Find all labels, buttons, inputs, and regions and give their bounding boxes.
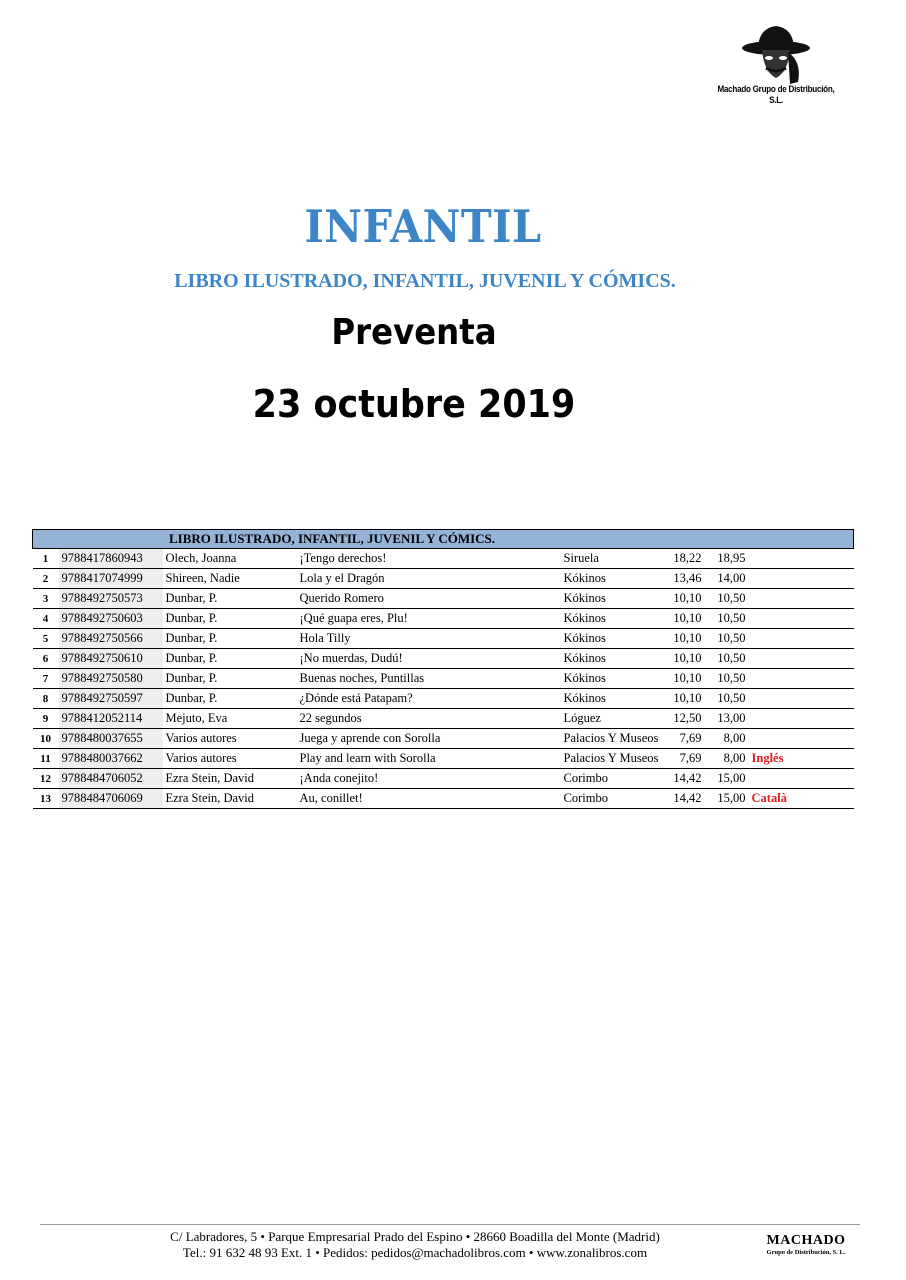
logo-text: Machado Grupo de Distribución, S.L. xyxy=(717,84,835,106)
table-header-row xyxy=(33,530,854,549)
isbn-cell: 9788492750610 xyxy=(59,649,163,669)
title-cell: Hola Tilly xyxy=(297,629,561,649)
publisher-cell: Kókinos xyxy=(561,629,667,649)
table-body xyxy=(33,549,854,809)
publisher-cell: Corimbo xyxy=(561,789,667,809)
footer-address: C/ Labradores, 5 • Parque Empresarial Prado del Espino • 28660 Boadilla del Monte (Madrid) xyxy=(170,1229,660,1244)
publisher-cell: Kókinos xyxy=(561,569,667,589)
isbn-cell: 9788484706052 xyxy=(59,769,163,789)
footer-brand-subtitle: Grupo de Distribución, S. L. xyxy=(766,1249,846,1256)
isbn-cell: 9788492750603 xyxy=(59,609,163,629)
footer-brand-name: MACHADO xyxy=(766,1233,846,1248)
title-cell: Lola y el Dragón xyxy=(297,569,561,589)
language-note-cell: Català xyxy=(749,789,854,809)
table-row xyxy=(33,729,854,749)
author-cell: Ezra Stein, David xyxy=(163,769,297,789)
language-note-cell xyxy=(749,709,854,729)
table-row xyxy=(33,789,854,809)
author-cell: Dunbar, P. xyxy=(163,689,297,709)
price-net-cell: 10,10 xyxy=(667,629,705,649)
author-cell: Dunbar, P. xyxy=(163,669,297,689)
price-cell: 10,50 xyxy=(705,669,749,689)
price-net-cell: 10,10 xyxy=(667,589,705,609)
price-cell: 10,50 xyxy=(705,629,749,649)
isbn-cell: 9788492750566 xyxy=(59,629,163,649)
title-cell: ¡No muerdas, Dudú! xyxy=(297,649,561,669)
author-cell: Dunbar, P. xyxy=(163,589,297,609)
row-number: 11 xyxy=(33,749,59,769)
price-net-cell: 10,10 xyxy=(667,609,705,629)
price-net-cell: 10,10 xyxy=(667,669,705,689)
isbn-cell: 9788480037655 xyxy=(59,729,163,749)
price-cell: 13,00 xyxy=(705,709,749,729)
table-row xyxy=(33,569,854,589)
isbn-cell: 9788412052114 xyxy=(59,709,163,729)
row-number: 3 xyxy=(33,589,59,609)
title-cell: ¡Qué guapa eres, Plu! xyxy=(297,609,561,629)
row-number: 1 xyxy=(33,549,59,569)
price-cell: 18,95 xyxy=(705,549,749,569)
row-number: 5 xyxy=(33,629,59,649)
price-cell: 8,00 xyxy=(705,729,749,749)
price-net-cell: 14,42 xyxy=(667,769,705,789)
footer-divider xyxy=(40,1224,860,1225)
price-cell: 10,50 xyxy=(705,589,749,609)
price-cell: 14,00 xyxy=(705,569,749,589)
price-cell: 10,50 xyxy=(705,649,749,669)
author-cell: Dunbar, P. xyxy=(163,609,297,629)
language-note-cell xyxy=(749,629,854,649)
table-row xyxy=(33,749,854,769)
publisher-cell: Siruela xyxy=(561,549,667,569)
language-note-cell: Inglés xyxy=(749,749,854,769)
table-heading-label: LIBRO ILUSTRADO, INFANTIL, JUVENIL Y CÓMICS. xyxy=(169,531,496,546)
publisher-cell: Kókinos xyxy=(561,589,667,609)
author-cell: Varios autores xyxy=(163,729,297,749)
isbn-cell: 9788492750573 xyxy=(59,589,163,609)
price-net-cell: 7,69 xyxy=(667,729,705,749)
price-cell: 10,50 xyxy=(705,609,749,629)
publisher-cell: Lóguez xyxy=(561,709,667,729)
title-cell: ¡Tengo derechos! xyxy=(297,549,561,569)
title-cell: Au, conillet! xyxy=(297,789,561,809)
language-note-cell xyxy=(749,729,854,749)
table-heading xyxy=(33,530,854,549)
row-number: 6 xyxy=(33,649,59,669)
author-cell: Mejuto, Eva xyxy=(163,709,297,729)
table-row xyxy=(33,589,854,609)
price-cell: 15,00 xyxy=(705,789,749,809)
row-number: 7 xyxy=(33,669,59,689)
books-table xyxy=(32,529,854,809)
price-cell: 15,00 xyxy=(705,769,749,789)
language-note-cell xyxy=(749,769,854,789)
page-title: INFANTIL xyxy=(304,200,542,253)
price-cell: 8,00 xyxy=(705,749,749,769)
company-logo xyxy=(700,20,852,104)
price-cell: 10,50 xyxy=(705,689,749,709)
isbn-cell: 9788492750580 xyxy=(59,669,163,689)
presale-date: 23 octubre 2019 xyxy=(252,382,576,426)
price-net-cell: 10,10 xyxy=(667,649,705,669)
row-number: 12 xyxy=(33,769,59,789)
title-cell: ¡Anda conejito! xyxy=(297,769,561,789)
publisher-cell: Kókinos xyxy=(561,689,667,709)
price-net-cell: 7,69 xyxy=(667,749,705,769)
row-number: 13 xyxy=(33,789,59,809)
isbn-cell: 9788417860943 xyxy=(59,549,163,569)
publisher-cell: Corimbo xyxy=(561,769,667,789)
publisher-cell: Kókinos xyxy=(561,609,667,629)
author-cell: Olech, Joanna xyxy=(163,549,297,569)
publisher-cell: Kókinos xyxy=(561,649,667,669)
row-number: 10 xyxy=(33,729,59,749)
title-cell: Buenas noches, Puntillas xyxy=(297,669,561,689)
table-row xyxy=(33,629,854,649)
author-cell: Ezra Stein, David xyxy=(163,789,297,809)
publisher-cell: Kókinos xyxy=(561,669,667,689)
author-cell: Dunbar, P. xyxy=(163,629,297,649)
title-cell: Juega y aprende con Sorolla xyxy=(297,729,561,749)
price-net-cell: 13,46 xyxy=(667,569,705,589)
footer-contact: Tel.: 91 632 48 93 Ext. 1 • Pedidos: pedidos@machadolibros.com • www.zonalibros.com xyxy=(182,1245,648,1260)
isbn-cell: 9788484706069 xyxy=(59,789,163,809)
language-note-cell xyxy=(749,689,854,709)
publisher-cell: Palacios Y Museos xyxy=(561,749,667,769)
title-cell: 22 segundos xyxy=(297,709,561,729)
language-note-cell xyxy=(749,609,854,629)
isbn-cell: 9788480037662 xyxy=(59,749,163,769)
table-row xyxy=(33,669,854,689)
table-row xyxy=(33,709,854,729)
publisher-cell: Palacios Y Museos xyxy=(561,729,667,749)
table-row xyxy=(33,649,854,669)
row-number: 4 xyxy=(33,609,59,629)
presale-heading: Preventa xyxy=(331,312,497,353)
price-net-cell: 10,10 xyxy=(667,689,705,709)
language-note-cell xyxy=(749,649,854,669)
row-number: 9 xyxy=(33,709,59,729)
table-row xyxy=(33,549,854,569)
row-number: 2 xyxy=(33,569,59,589)
price-net-cell: 12,50 xyxy=(667,709,705,729)
table-row xyxy=(33,769,854,789)
language-note-cell xyxy=(749,589,854,609)
isbn-cell: 9788417074999 xyxy=(59,569,163,589)
footer-address-block xyxy=(80,1229,750,1261)
row-number: 8 xyxy=(33,689,59,709)
isbn-cell: 9788492750597 xyxy=(59,689,163,709)
language-note-cell xyxy=(749,569,854,589)
title-cell: ¿Dónde está Patapam? xyxy=(297,689,561,709)
price-net-cell: 18,22 xyxy=(667,549,705,569)
page-subtitle: LIBRO ILUSTRADO, INFANTIL, JUVENIL Y CÓMICS. xyxy=(174,270,676,292)
price-net-cell: 14,42 xyxy=(667,789,705,809)
author-cell: Dunbar, P. xyxy=(163,649,297,669)
title-cell: Querido Romero xyxy=(297,589,561,609)
hat-man-logo-icon xyxy=(740,22,812,86)
table-row xyxy=(33,689,854,709)
title-cell: Play and learn with Sorolla xyxy=(297,749,561,769)
language-note-cell xyxy=(749,549,854,569)
footer-brand xyxy=(752,1233,860,1256)
author-cell: Varios autores xyxy=(163,749,297,769)
table-row xyxy=(33,609,854,629)
language-note-cell xyxy=(749,669,854,689)
author-cell: Shireen, Nadie xyxy=(163,569,297,589)
